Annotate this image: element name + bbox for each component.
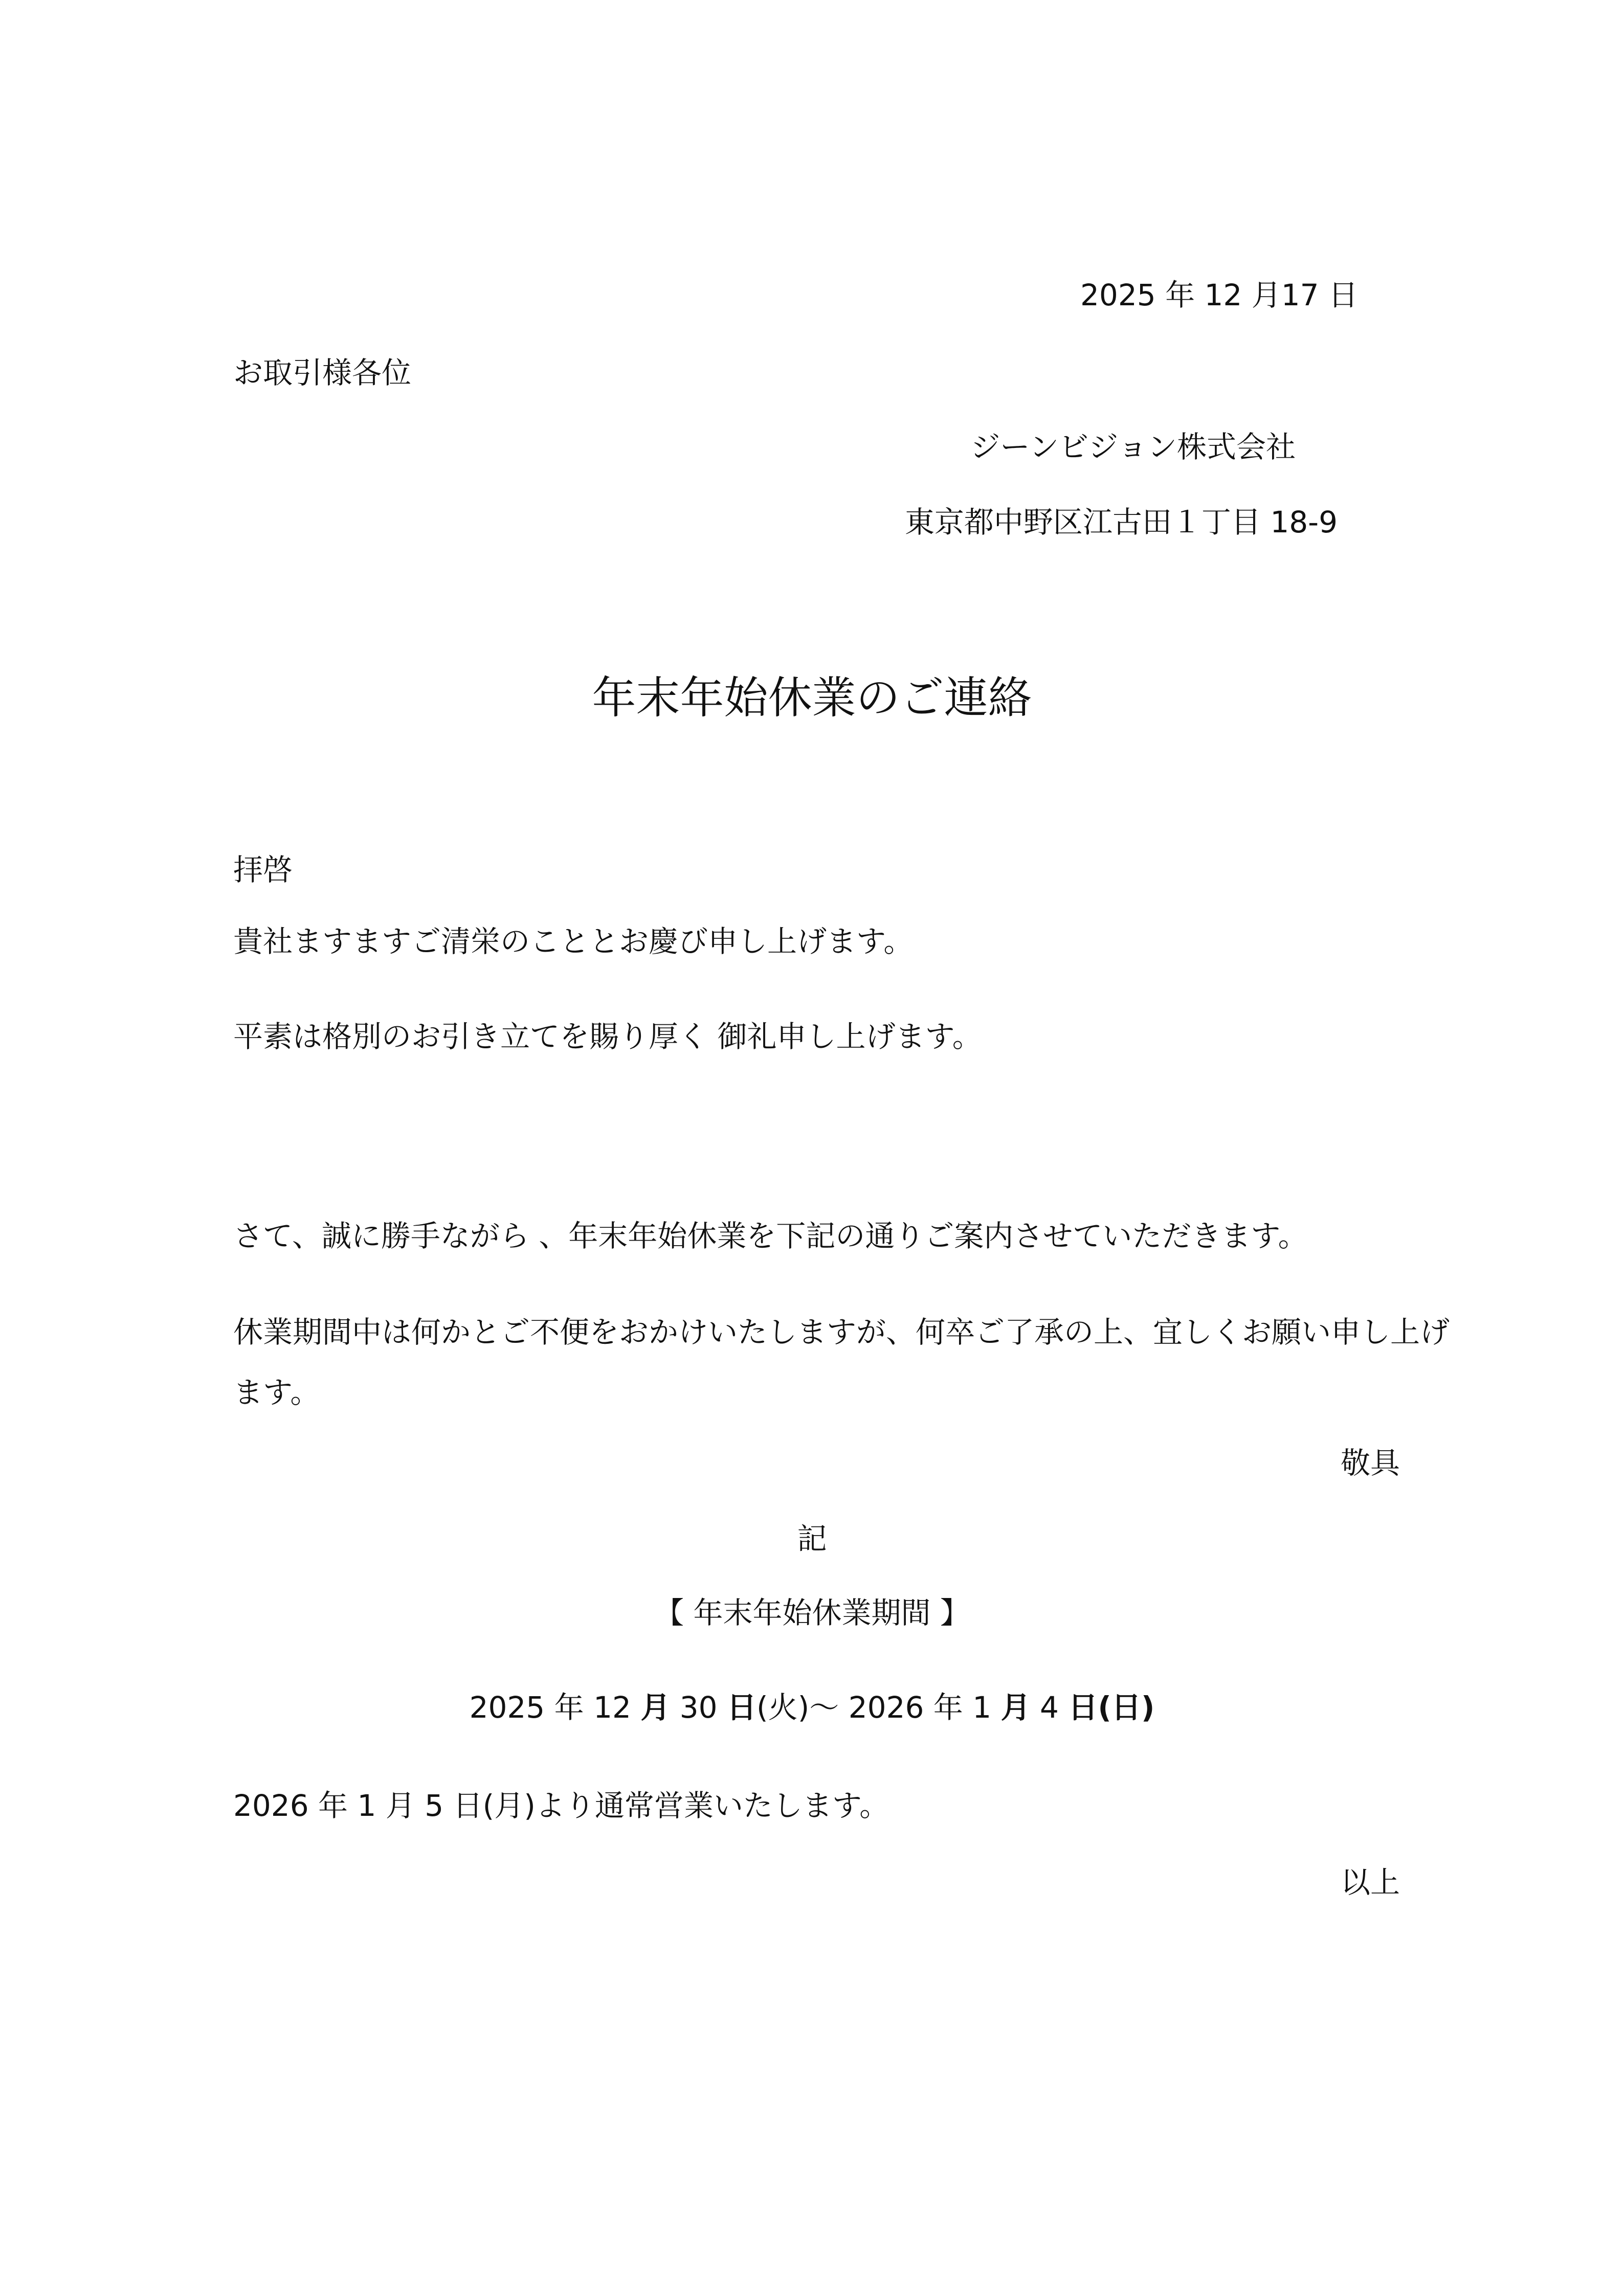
paragraph-announcement: さて、誠に勝手ながら 、年末年始休業を下記の通りご案内させていただきます。 (233, 1219, 1308, 1253)
end-day-unit: 日 (1068, 1690, 1098, 1725)
start-month-unit: 月 (640, 1690, 671, 1725)
resume-business-note: 2026 年 1 月 5 日(月)より通常営業いたします。 (233, 1788, 889, 1823)
end-year-unit: 年 (933, 1690, 963, 1725)
closing-salutation: 敬具 (1340, 1446, 1400, 1480)
end-day: 4 (1040, 1690, 1059, 1725)
end-mark: 以上 (1340, 1865, 1400, 1900)
end-month-unit: 月 (1000, 1690, 1031, 1725)
start-day-unit: 日 (727, 1690, 757, 1725)
end-year: 2026 (848, 1690, 924, 1725)
page-title: 年末年始休業のご連絡 (592, 672, 1032, 724)
paragraph-apology-line-1: 休業期間中は何かとご不便をおかけいたしますが、何卒ご了承の上、宜しくお願い申し上げ (233, 1315, 1450, 1349)
closure-period-heading: 【 年末年始休業期間 】 (654, 1595, 970, 1630)
opening-salutation: 拝啓 (233, 852, 293, 887)
sender-company: ジーンビジョン株式会社 (970, 430, 1296, 464)
recipient: お取引様各位 (233, 355, 412, 390)
end-month: 1 (972, 1690, 992, 1725)
end-weekday: (日) (1098, 1690, 1155, 1725)
range-separator: ～ (809, 1690, 839, 1725)
closure-period-range (0, 1690, 1624, 1725)
start-day: 30 (679, 1690, 718, 1725)
paragraph-greeting: 貴社ますますご清栄のこととお慶び申し上げます。 (233, 924, 914, 959)
start-weekday: (火) (757, 1690, 810, 1725)
start-month: 12 (593, 1690, 631, 1725)
letter-date: 2025 年 12 月17 日 (1080, 278, 1358, 312)
sender-address: 東京都中野区江古田１丁目 18-9 (904, 505, 1338, 539)
paragraph-thanks: 平素は格別のお引き立てを賜り厚く 御礼申し上げます。 (233, 1019, 982, 1054)
start-year: 2025 (469, 1690, 545, 1725)
paragraph-apology-line-2: ます。 (233, 1375, 320, 1410)
notice-marker: 記 (797, 1521, 827, 1556)
start-year-unit: 年 (554, 1690, 584, 1725)
